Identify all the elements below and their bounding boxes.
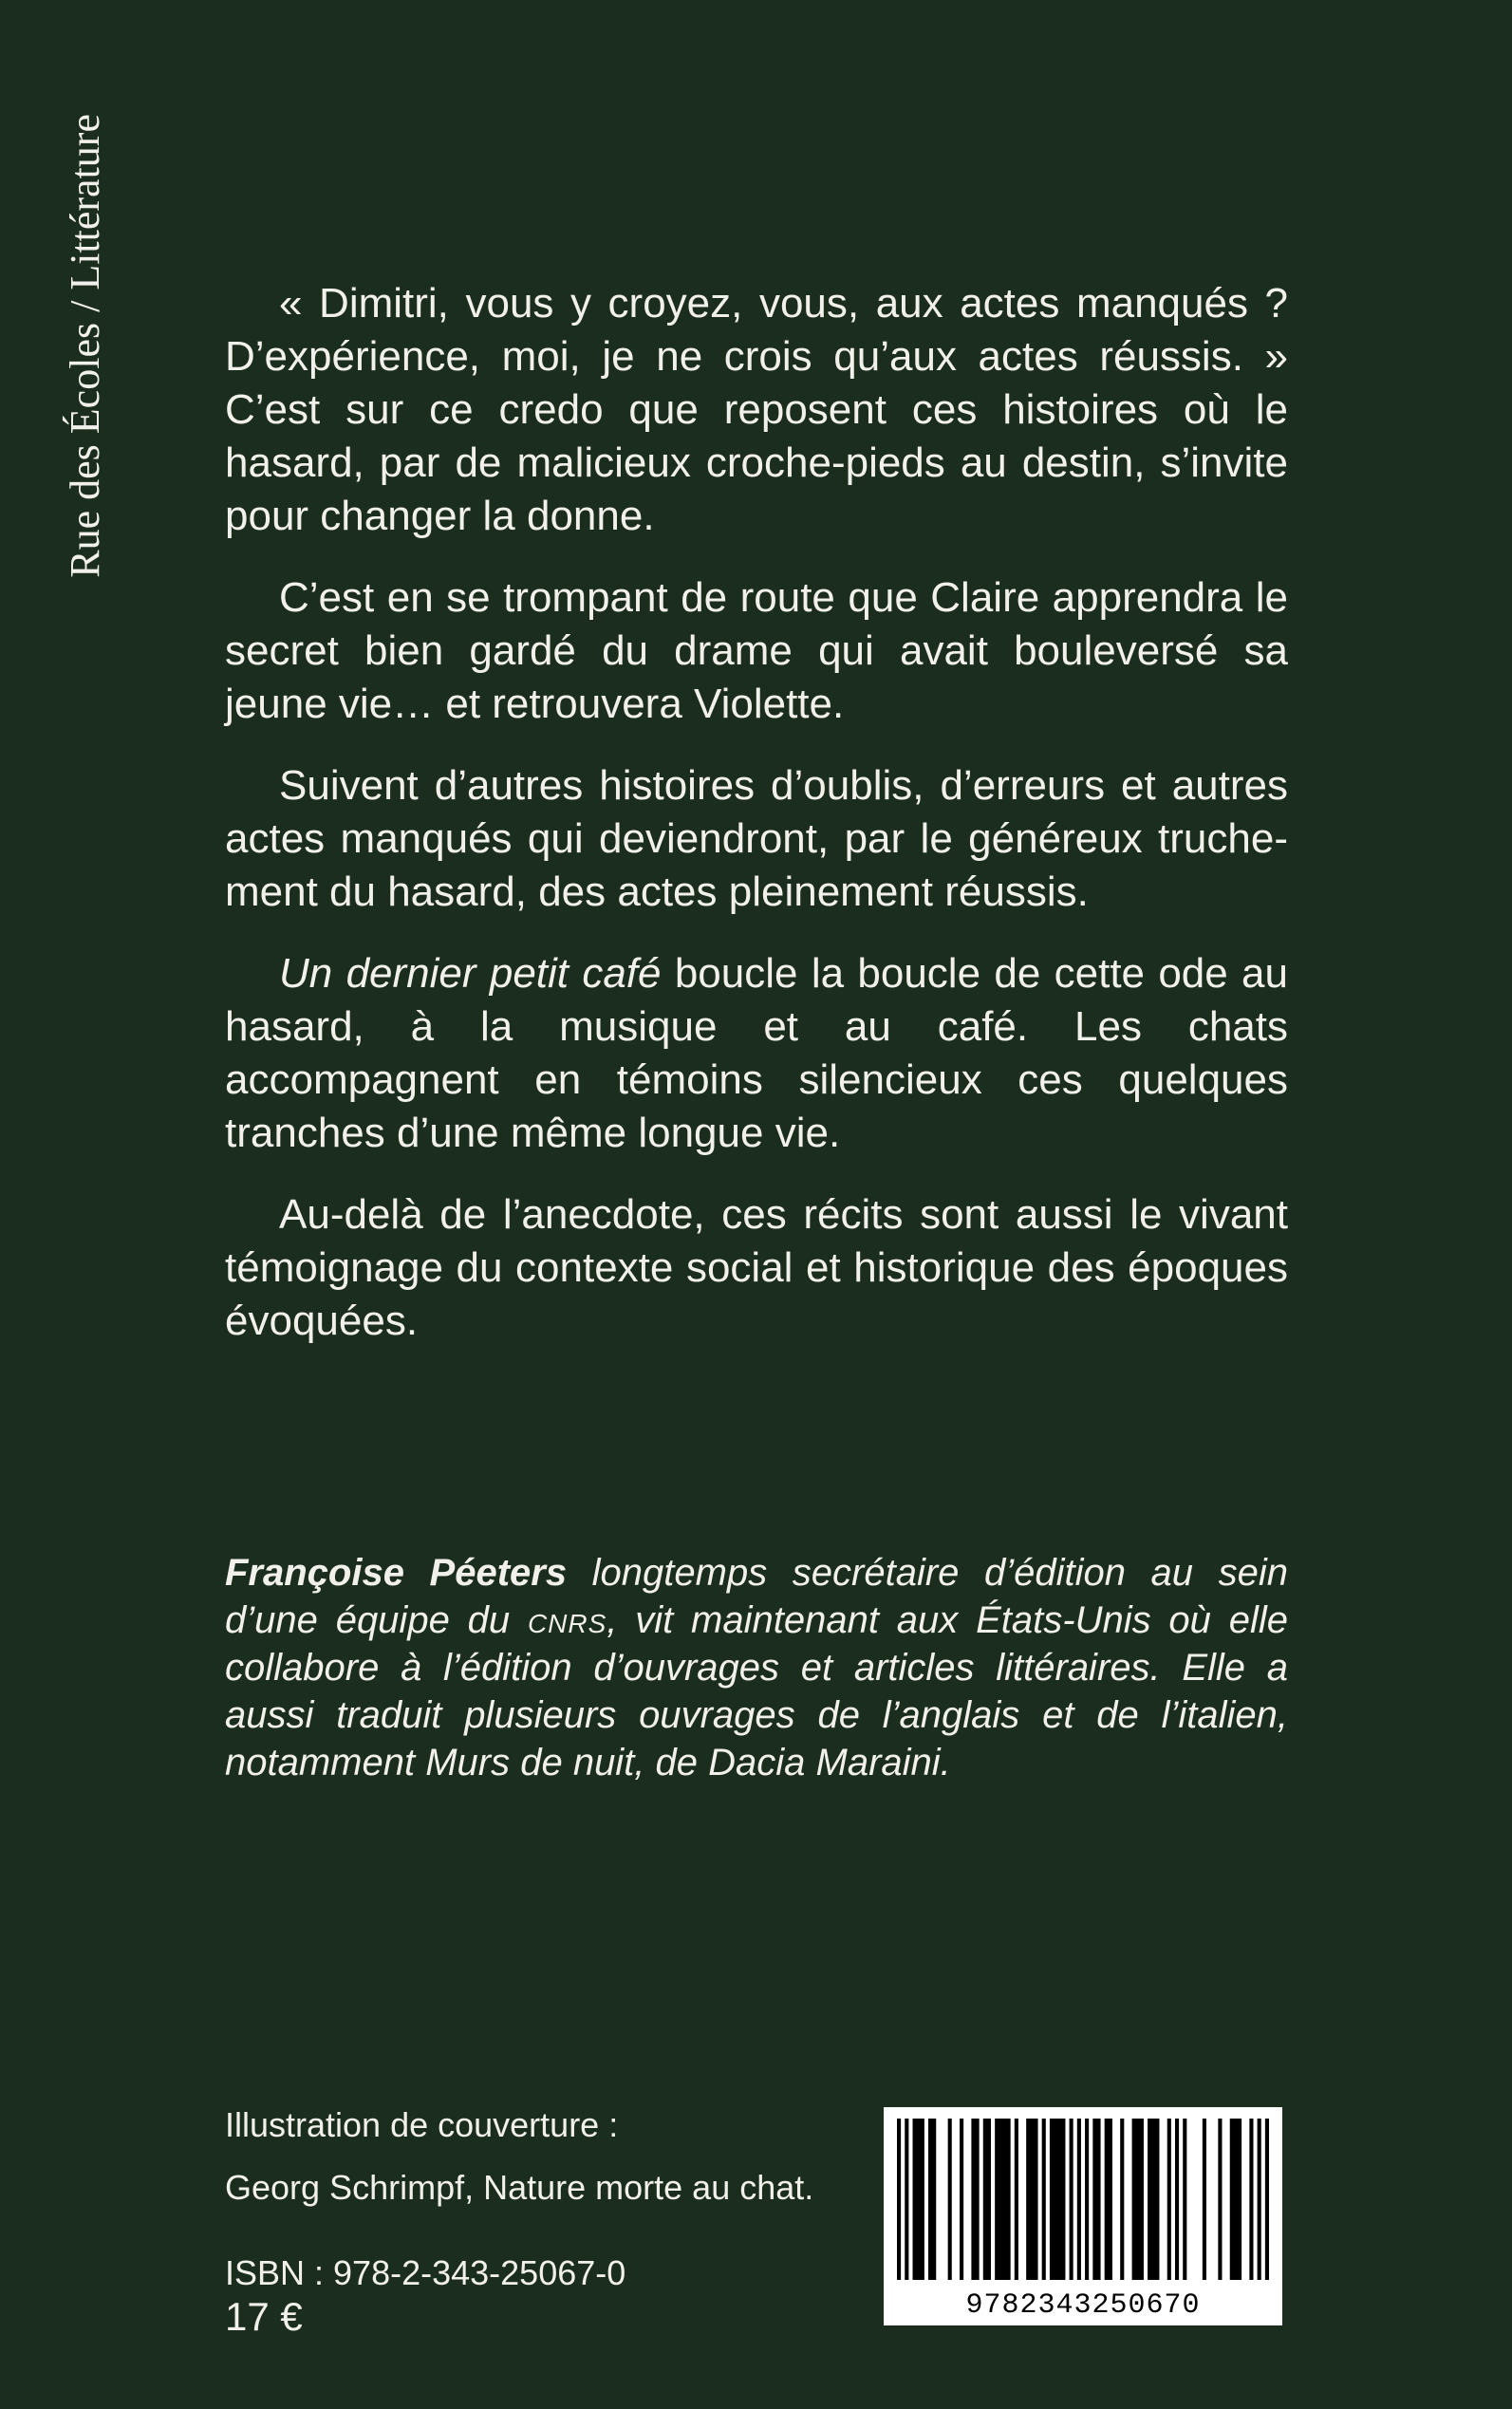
barcode-bar: [1258, 2119, 1261, 2280]
barcode-bar: [983, 2119, 991, 2280]
barcode-bar: [1183, 2119, 1186, 2280]
barcode-bar: [1203, 2119, 1206, 2280]
barcode-bar: [1015, 2119, 1018, 2280]
barcode-bar: [897, 2119, 901, 2280]
barcode-bar: [905, 2119, 908, 2280]
bio-text: longtemps secrétaire d’édition au sein d’une équipe du: [225, 1552, 1288, 1641]
barcode-bar: [1167, 2119, 1171, 2280]
barcode-bar: [1042, 2119, 1046, 2280]
barcode-bar: [1175, 2119, 1179, 2280]
barcode: [884, 2107, 1282, 2325]
barcode-bar: [1085, 2119, 1089, 2280]
blurb-paragraph: [225, 947, 1288, 1160]
bio-text: , vit maintenant aux États-Unis où elle collabore à l’édition d’ouvrages et articles littéraires. Elle a aussi traduit plusieurs ouvrages de l’anglais et de l’italien, notamment Murs de nuit, de Dacia Maraini.: [225, 1599, 1288, 1783]
isbn: ISBN : 978-2-343-25067-0: [225, 2253, 626, 2292]
illustration-label: Illustration de couverture :: [225, 2105, 619, 2144]
barcode-bar: [960, 2119, 963, 2280]
org-name: cnrs: [527, 1599, 607, 1641]
barcode-bar: [1026, 2119, 1037, 2280]
illustration-credit: Georg Schrimpf, Nature morte au chat.: [225, 2168, 814, 2207]
barcode-bar: [1249, 2119, 1253, 2280]
barcode-bar: [971, 2119, 979, 2280]
barcode-bar: [1092, 2119, 1100, 2280]
book-title-italic: Un dernier petit café: [279, 950, 662, 997]
barcode-bar: [948, 2119, 952, 2280]
barcode-bar: [1132, 2119, 1144, 2280]
author-bio: [225, 1549, 1288, 1786]
barcode-digits: 9782343250670: [965, 2289, 1201, 2322]
barcode-bar: [928, 2119, 936, 2280]
price: 17 €: [225, 2294, 303, 2339]
barcode-bar: [1120, 2119, 1124, 2280]
blurb-paragraph: C’est en se trompant de route que Claire apprendra le secret bien gardé du drame qui avait bouleversé sa jeune vie… et retrouvera Violette.: [225, 574, 1288, 727]
author-name: Françoise Péeters: [225, 1552, 568, 1594]
barcode-bar: [913, 2119, 924, 2280]
barcode-bar: [995, 2119, 1011, 2280]
barcode-bar: [1265, 2119, 1269, 2280]
back-cover-blurb: [225, 277, 1288, 1376]
barcode-bar: [1070, 2119, 1073, 2280]
barcode-bar: [1148, 2119, 1159, 2280]
blurb-paragraph: « Dimitri, vous y croyez, vous, aux actes manqués ? D’expérience, moi, je ne crois qu’aux actes réussis. » C’est sur ce credo que reposent ces histoires où le hasard, par de malicieux croche-pieds au destin, s’invite pour changer la donne.: [225, 280, 1288, 539]
barcode-bar: [1077, 2119, 1081, 2280]
barcode-bar: [1218, 2119, 1222, 2280]
barcode-bar: [1050, 2119, 1066, 2280]
blurb-text: boucle la boucle de cette ode au hasard, à la musique et au café. Les chats accompagnent en témoins silencieux ces quelques tranches d’une même longue vie.: [225, 950, 1289, 1156]
collection-title: Rue des Écoles / Littérature: [62, 114, 108, 578]
spine-collection: [47, 114, 123, 664]
barcode-bar: [1105, 2119, 1112, 2280]
blurb-paragraph: Au-delà de l’anecdote, ces récits sont aussi le vivant témoignage du contexte social et historique des époques évoquées.: [225, 1191, 1288, 1344]
barcode-bar: [1230, 2119, 1241, 2280]
blurb-paragraph: Suivent d’autres histoires d’oublis, d’erreurs et autres actes manqués qui deviendront, par le généreux truchement du hasard, des actes pleinement réussis.: [225, 762, 1288, 915]
